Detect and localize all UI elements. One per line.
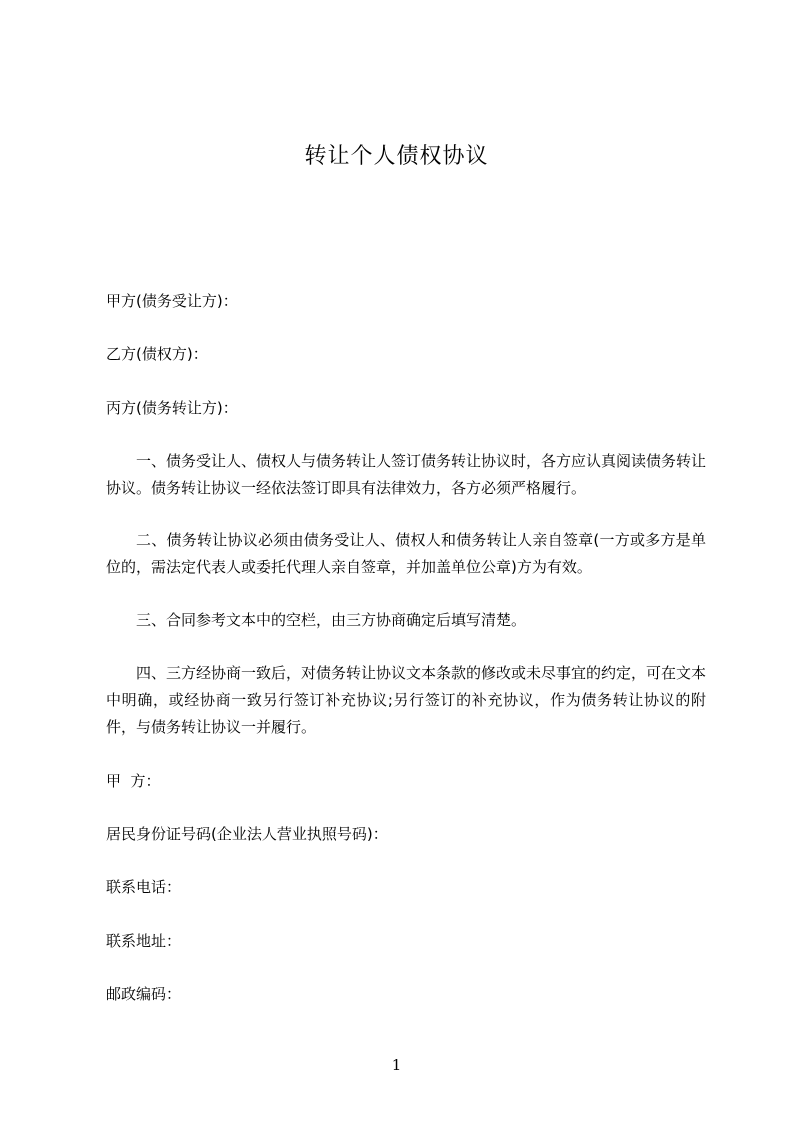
clause-4: 四、三方经协商一致后，对债务转让协议文本条款的修改或未尽事宜的约定，可在文本中明确，或经协商一致另行签订补充协议;另行签订的补充协议，作为债务转让协议的附件，与债务转让协议一并履行。: [106, 664, 707, 736]
signature-party-a-label: 甲 方：: [106, 772, 161, 790]
party-a-line: 甲方(债务受让方)：: [106, 292, 238, 310]
signature-id-number-label: 居民身份证号码(企业法人营业执照号码)：: [106, 825, 388, 843]
document-title: 转让个人债权协议: [304, 144, 489, 169]
party-b-line: 乙方(债权方)：: [106, 345, 208, 363]
page-number: 1: [391, 1056, 402, 1074]
clause-3: 三、合同参考文本中的空栏，由三方协商确定后填写清楚。: [136, 611, 527, 629]
clause-1: 一、债务受让人、债权人与债务转让人签订债务转让协议时，各方应认真阅读债务转让协议。债务转让协议一经依法签订即具有法律效力，各方必须严格履行。: [106, 452, 707, 497]
signature-phone-label: 联系电话：: [106, 878, 182, 896]
clause-2: 二、债务转让协议必须由债务受让人、债权人和债务转让人亲自签章(一方或多方是单位的，需法定代表人或委托代理人亲自签章，并加盖单位公章)方为有效。: [106, 531, 706, 576]
signature-address-label: 联系地址：: [106, 932, 182, 950]
signature-postal-code-label: 邮政编码：: [106, 985, 182, 1003]
party-c-line: 丙方(债务转让方)：: [106, 399, 238, 417]
